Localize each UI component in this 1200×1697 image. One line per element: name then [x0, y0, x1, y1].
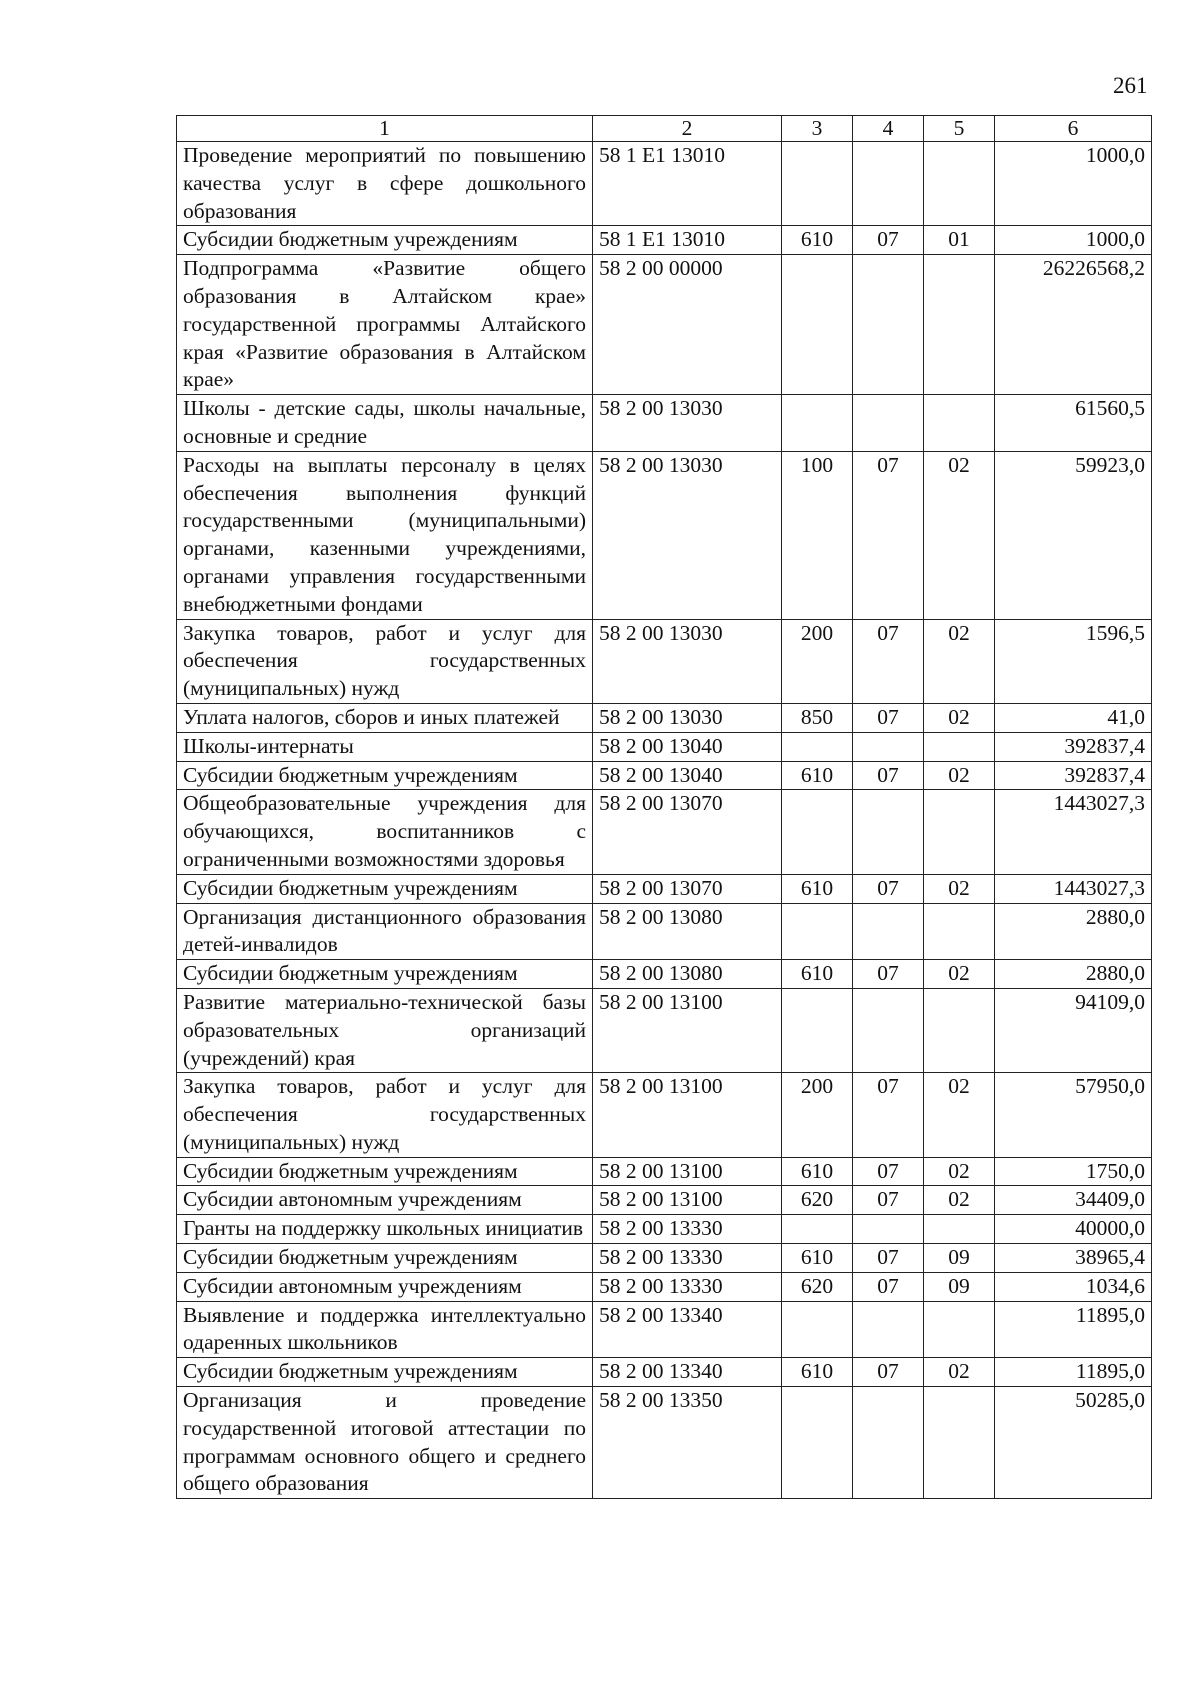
row-subsection: 02 [924, 874, 995, 903]
row-subsection: 02 [924, 1186, 995, 1215]
row-amount: 34409,0 [995, 1186, 1152, 1215]
row-section: 07 [853, 1244, 924, 1273]
row-section [853, 1301, 924, 1358]
row-name: Расходы на выплаты персоналу в целях обеспечения выполнения функций государственными (муниципальными) органами, казенными учреждениями, органами управления государственными внебюджетными фондами [177, 451, 593, 619]
row-expense-type [782, 732, 853, 761]
row-expense-type [782, 903, 853, 960]
row-name: Школы - детские сады, школы начальные, основные и средние [177, 395, 593, 452]
row-subsection [924, 142, 995, 226]
row-code: 58 2 00 13340 [593, 1358, 782, 1387]
row-expense-type [782, 988, 853, 1072]
row-subsection: 02 [924, 703, 995, 732]
table-row [177, 255, 1152, 395]
row-expense-type [782, 790, 853, 874]
row-expense-type: 100 [782, 451, 853, 619]
row-name: Субсидии бюджетным учреждениям [177, 761, 593, 790]
row-expense-type [782, 1387, 853, 1499]
row-name: Субсидии автономным учреждениям [177, 1272, 593, 1301]
row-code: 58 2 00 13070 [593, 874, 782, 903]
row-name: Подпрограмма «Развитие общего образования в Алтайском крае» государственной программы Алтайского края «Развитие образования в Алтайском крае» [177, 255, 593, 395]
row-name: Субсидии бюджетным учреждениям [177, 960, 593, 989]
table-row [177, 1272, 1152, 1301]
row-expense-type: 610 [782, 1244, 853, 1273]
row-section: 07 [853, 1157, 924, 1186]
row-section: 07 [853, 874, 924, 903]
row-name: Проведение мероприятий по повышению качества услуг в сфере дошкольного образования [177, 142, 593, 226]
row-name: Закупка товаров, работ и услуг для обеспечения государственных (муниципальных) нужд [177, 1073, 593, 1157]
row-subsection [924, 255, 995, 395]
table-row [177, 703, 1152, 732]
table-row [177, 142, 1152, 226]
row-amount: 2880,0 [995, 960, 1152, 989]
header-col-3: 3 [782, 116, 853, 142]
row-section: 07 [853, 761, 924, 790]
row-section [853, 903, 924, 960]
table-row [177, 960, 1152, 989]
row-section [853, 790, 924, 874]
row-expense-type [782, 1301, 853, 1358]
row-amount: 41,0 [995, 703, 1152, 732]
row-amount: 1750,0 [995, 1157, 1152, 1186]
row-subsection [924, 903, 995, 960]
row-subsection [924, 732, 995, 761]
row-section [853, 255, 924, 395]
table-row [177, 1301, 1152, 1358]
row-expense-type: 610 [782, 1157, 853, 1186]
row-amount: 57950,0 [995, 1073, 1152, 1157]
table-row [177, 1387, 1152, 1499]
row-section [853, 1215, 924, 1244]
row-subsection: 02 [924, 1157, 995, 1186]
row-name: Гранты на поддержку школьных инициатив [177, 1215, 593, 1244]
table-row [177, 395, 1152, 452]
table-row [177, 790, 1152, 874]
row-subsection [924, 395, 995, 452]
table-row [177, 1215, 1152, 1244]
row-expense-type: 850 [782, 703, 853, 732]
row-expense-type: 610 [782, 960, 853, 989]
row-code: 58 2 00 13100 [593, 1157, 782, 1186]
header-col-4: 4 [853, 116, 924, 142]
row-code: 58 2 00 13040 [593, 732, 782, 761]
row-expense-type [782, 142, 853, 226]
page-number: 261 [1113, 73, 1148, 98]
row-name: Субсидии бюджетным учреждениям [177, 1244, 593, 1273]
row-name: Субсидии бюджетным учреждениям [177, 874, 593, 903]
table-row [177, 1073, 1152, 1157]
row-amount: 40000,0 [995, 1215, 1152, 1244]
row-code: 58 2 00 13330 [593, 1244, 782, 1273]
table-header-row [177, 116, 1152, 142]
row-code: 58 2 00 13070 [593, 790, 782, 874]
row-amount: 1443027,3 [995, 790, 1152, 874]
row-expense-type [782, 1215, 853, 1244]
row-subsection: 02 [924, 1358, 995, 1387]
row-subsection: 02 [924, 960, 995, 989]
row-section: 07 [853, 703, 924, 732]
row-section: 07 [853, 1358, 924, 1387]
row-amount: 59923,0 [995, 451, 1152, 619]
row-subsection: 02 [924, 761, 995, 790]
row-code: 58 2 00 00000 [593, 255, 782, 395]
row-section: 07 [853, 226, 924, 255]
row-code: 58 1 E1 13010 [593, 226, 782, 255]
budget-table [176, 115, 1152, 1499]
row-name: Закупка товаров, работ и услуг для обеспечения государственных (муниципальных) нужд [177, 619, 593, 703]
row-name: Уплата налогов, сборов и иных платежей [177, 703, 593, 732]
row-name: Субсидии автономным учреждениям [177, 1186, 593, 1215]
row-expense-type: 620 [782, 1272, 853, 1301]
header-col-5: 5 [924, 116, 995, 142]
row-amount: 2880,0 [995, 903, 1152, 960]
row-expense-type: 620 [782, 1186, 853, 1215]
row-expense-type: 610 [782, 874, 853, 903]
row-section [853, 1387, 924, 1499]
row-code: 58 2 00 13030 [593, 395, 782, 452]
table-row [177, 1244, 1152, 1273]
header-col-2: 2 [593, 116, 782, 142]
table-row [177, 761, 1152, 790]
row-subsection: 02 [924, 1073, 995, 1157]
row-name: Субсидии бюджетным учреждениям [177, 1358, 593, 1387]
row-name: Организация дистанционного образования детей-инвалидов [177, 903, 593, 960]
row-section [853, 142, 924, 226]
row-section: 07 [853, 1073, 924, 1157]
row-expense-type: 610 [782, 761, 853, 790]
row-code: 58 2 00 13100 [593, 1186, 782, 1215]
row-amount: 392837,4 [995, 732, 1152, 761]
row-subsection: 09 [924, 1244, 995, 1273]
row-name: Выявление и поддержка интеллектуально одаренных школьников [177, 1301, 593, 1358]
row-expense-type: 200 [782, 1073, 853, 1157]
row-amount: 1443027,3 [995, 874, 1152, 903]
row-amount: 61560,5 [995, 395, 1152, 452]
table-row [177, 619, 1152, 703]
row-amount: 1000,0 [995, 226, 1152, 255]
row-name: Общеобразовательные учреждения для обучающихся, воспитанников с ограниченными возможностями здоровья [177, 790, 593, 874]
row-subsection [924, 988, 995, 1072]
table-row [177, 874, 1152, 903]
table-row [177, 903, 1152, 960]
row-amount: 94109,0 [995, 988, 1152, 1072]
table-row [177, 1157, 1152, 1186]
row-section: 07 [853, 619, 924, 703]
row-name: Субсидии бюджетным учреждениям [177, 1157, 593, 1186]
table-row [177, 451, 1152, 619]
row-code: 58 2 00 13080 [593, 903, 782, 960]
row-section: 07 [853, 1272, 924, 1301]
row-section: 07 [853, 960, 924, 989]
row-subsection: 02 [924, 451, 995, 619]
row-amount: 11895,0 [995, 1301, 1152, 1358]
row-section [853, 395, 924, 452]
row-code: 58 2 00 13040 [593, 761, 782, 790]
row-code: 58 2 00 13340 [593, 1301, 782, 1358]
row-amount: 26226568,2 [995, 255, 1152, 395]
table-row [177, 1186, 1152, 1215]
row-code: 58 2 00 13100 [593, 988, 782, 1072]
row-expense-type: 610 [782, 1358, 853, 1387]
row-code: 58 2 00 13030 [593, 451, 782, 619]
row-amount: 50285,0 [995, 1387, 1152, 1499]
row-section [853, 732, 924, 761]
row-amount: 1000,0 [995, 142, 1152, 226]
row-name: Субсидии бюджетным учреждениям [177, 226, 593, 255]
row-code: 58 2 00 13100 [593, 1073, 782, 1157]
row-subsection [924, 1215, 995, 1244]
row-amount: 1596,5 [995, 619, 1152, 703]
row-code: 58 1 E1 13010 [593, 142, 782, 226]
row-subsection [924, 790, 995, 874]
row-code: 58 2 00 13330 [593, 1215, 782, 1244]
row-subsection [924, 1301, 995, 1358]
header-col-1: 1 [177, 116, 593, 142]
row-subsection [924, 1387, 995, 1499]
row-subsection: 09 [924, 1272, 995, 1301]
row-expense-type: 610 [782, 226, 853, 255]
table-body [177, 142, 1152, 1499]
table-row [177, 988, 1152, 1072]
row-amount: 1034,6 [995, 1272, 1152, 1301]
row-amount: 38965,4 [995, 1244, 1152, 1273]
row-amount: 11895,0 [995, 1358, 1152, 1387]
row-code: 58 2 00 13030 [593, 619, 782, 703]
row-name: Развитие материально-технической базы образовательных организаций (учреждений) края [177, 988, 593, 1072]
row-section: 07 [853, 1186, 924, 1215]
row-code: 58 2 00 13350 [593, 1387, 782, 1499]
table-row [177, 732, 1152, 761]
header-col-6: 6 [995, 116, 1152, 142]
row-code: 58 2 00 13330 [593, 1272, 782, 1301]
row-expense-type [782, 395, 853, 452]
row-amount: 392837,4 [995, 761, 1152, 790]
row-section: 07 [853, 451, 924, 619]
row-code: 58 2 00 13030 [593, 703, 782, 732]
row-expense-type [782, 255, 853, 395]
table-row [177, 226, 1152, 255]
row-name: Организация и проведение государственной итоговой аттестации по программам основного общего и среднего общего образования [177, 1387, 593, 1499]
row-code: 58 2 00 13080 [593, 960, 782, 989]
table-row [177, 1358, 1152, 1387]
row-subsection: 02 [924, 619, 995, 703]
row-section [853, 988, 924, 1072]
row-expense-type: 200 [782, 619, 853, 703]
row-name: Школы-интернаты [177, 732, 593, 761]
row-subsection: 01 [924, 226, 995, 255]
